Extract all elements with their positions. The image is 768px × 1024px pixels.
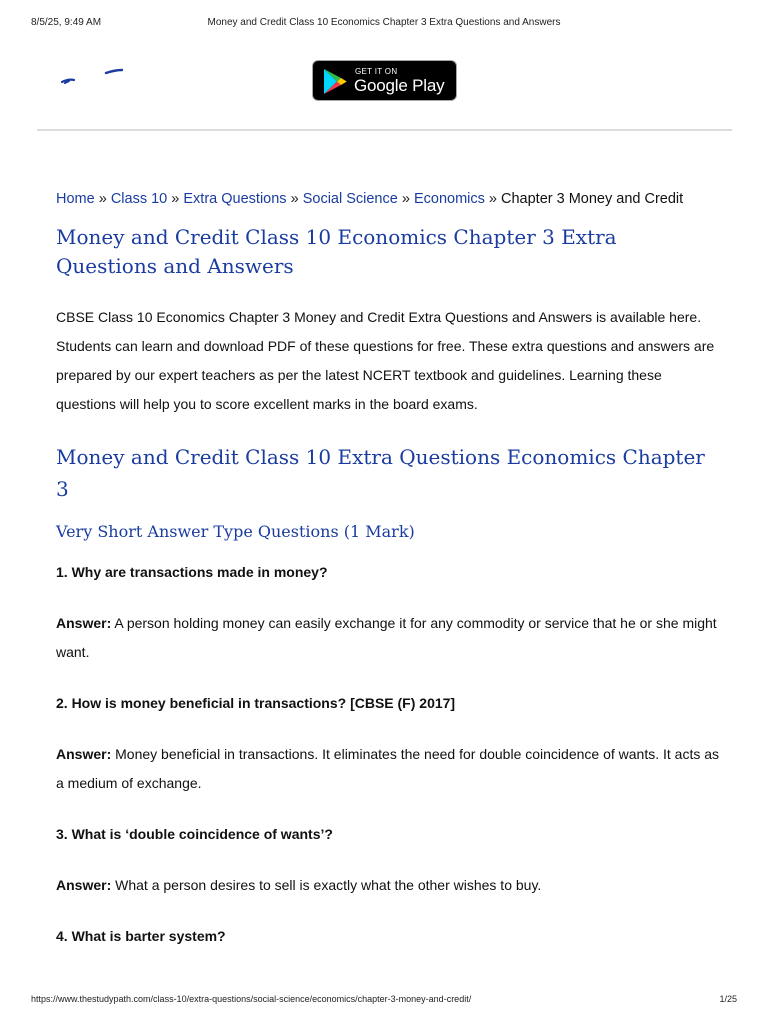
answer-label: Answer: (56, 877, 112, 893)
breadcrumb-economics[interactable]: Economics (413, 191, 485, 207)
print-date: 8/5/25, 9:49 AM (31, 17, 102, 28)
question-2: 2. How is money beneficial in transactions? [CBSE (F) 2017] (56, 695, 456, 711)
breadcrumb-extra-questions[interactable]: Extra Questions (183, 191, 287, 207)
answer-1 (56, 609, 720, 667)
answer-2-text: Money beneficial in transactions. It eliminates the need for double coincidence of wants. It acts as a medium of exchange. (56, 746, 720, 791)
breadcrumb-class-10[interactable]: Class 10 (110, 191, 168, 207)
google-play-store-name: Google Play (354, 76, 445, 95)
breadcrumb-social-science[interactable]: Social Science (302, 191, 398, 207)
site-logo-icon[interactable] (60, 64, 130, 88)
answer-3 (56, 871, 720, 900)
breadcrumb-separator: » (98, 191, 107, 207)
print-footer (31, 994, 737, 1008)
breadcrumb-separator: » (171, 191, 180, 207)
answer-3-text: What a person desires to sell is exactly what the other wishes to buy. (115, 877, 542, 893)
breadcrumb-current: Chapter 3 Money and Credit (501, 191, 684, 207)
breadcrumb (56, 186, 720, 212)
subsection-heading: Very Short Answer Type Questions (1 Mark) (56, 522, 415, 541)
print-title: Money and Credit Class 10 Economics Chapter 3 Extra Questions and Answers (207, 17, 561, 28)
question-4: 4. What is barter system? (56, 928, 226, 944)
print-header (31, 17, 737, 31)
answer-1-text: A person holding money can easily exchange it for any commodity or service that he or she might want. (56, 615, 717, 660)
question-3: 3. What is ‘double coincidence of wants’? (56, 826, 333, 842)
question-1: 1. Why are transactions made in money? (56, 564, 328, 580)
answer-label: Answer: (56, 615, 112, 631)
google-play-icon (322, 68, 348, 95)
section-heading: Money and Credit Class 10 Extra Questions Economics Chapter 3 (56, 445, 705, 501)
print-page-number: 1/25 (719, 994, 737, 1004)
breadcrumb-separator: » (488, 191, 497, 207)
intro-paragraph: CBSE Class 10 Economics Chapter 3 Money and Credit Extra Questions and Answers is available here. Students can learn and download PDF of these questions for free. These extra questions and answers are prepared by our expert teachers as per the latest NCERT textbook and guidelines. Learning these questions will help you to score excellent marks in the board exams. (56, 309, 715, 412)
answer-label: Answer: (56, 746, 112, 762)
answer-2 (56, 740, 720, 798)
google-play-get-it-on: GET IT ON (355, 67, 398, 76)
header-divider (37, 129, 732, 131)
print-url: https://www.thestudypath.com/class-10/extra-questions/social-science/economics/chapter-3-money-and-credit/ (31, 994, 472, 1004)
google-play-button[interactable] (312, 60, 457, 101)
page-title: Money and Credit Class 10 Economics Chapter 3 Extra Questions and Answers (56, 225, 617, 278)
breadcrumb-separator: » (401, 191, 410, 207)
breadcrumb-separator: » (290, 191, 299, 207)
breadcrumb-home[interactable]: Home (56, 191, 95, 207)
article-content (56, 186, 720, 951)
